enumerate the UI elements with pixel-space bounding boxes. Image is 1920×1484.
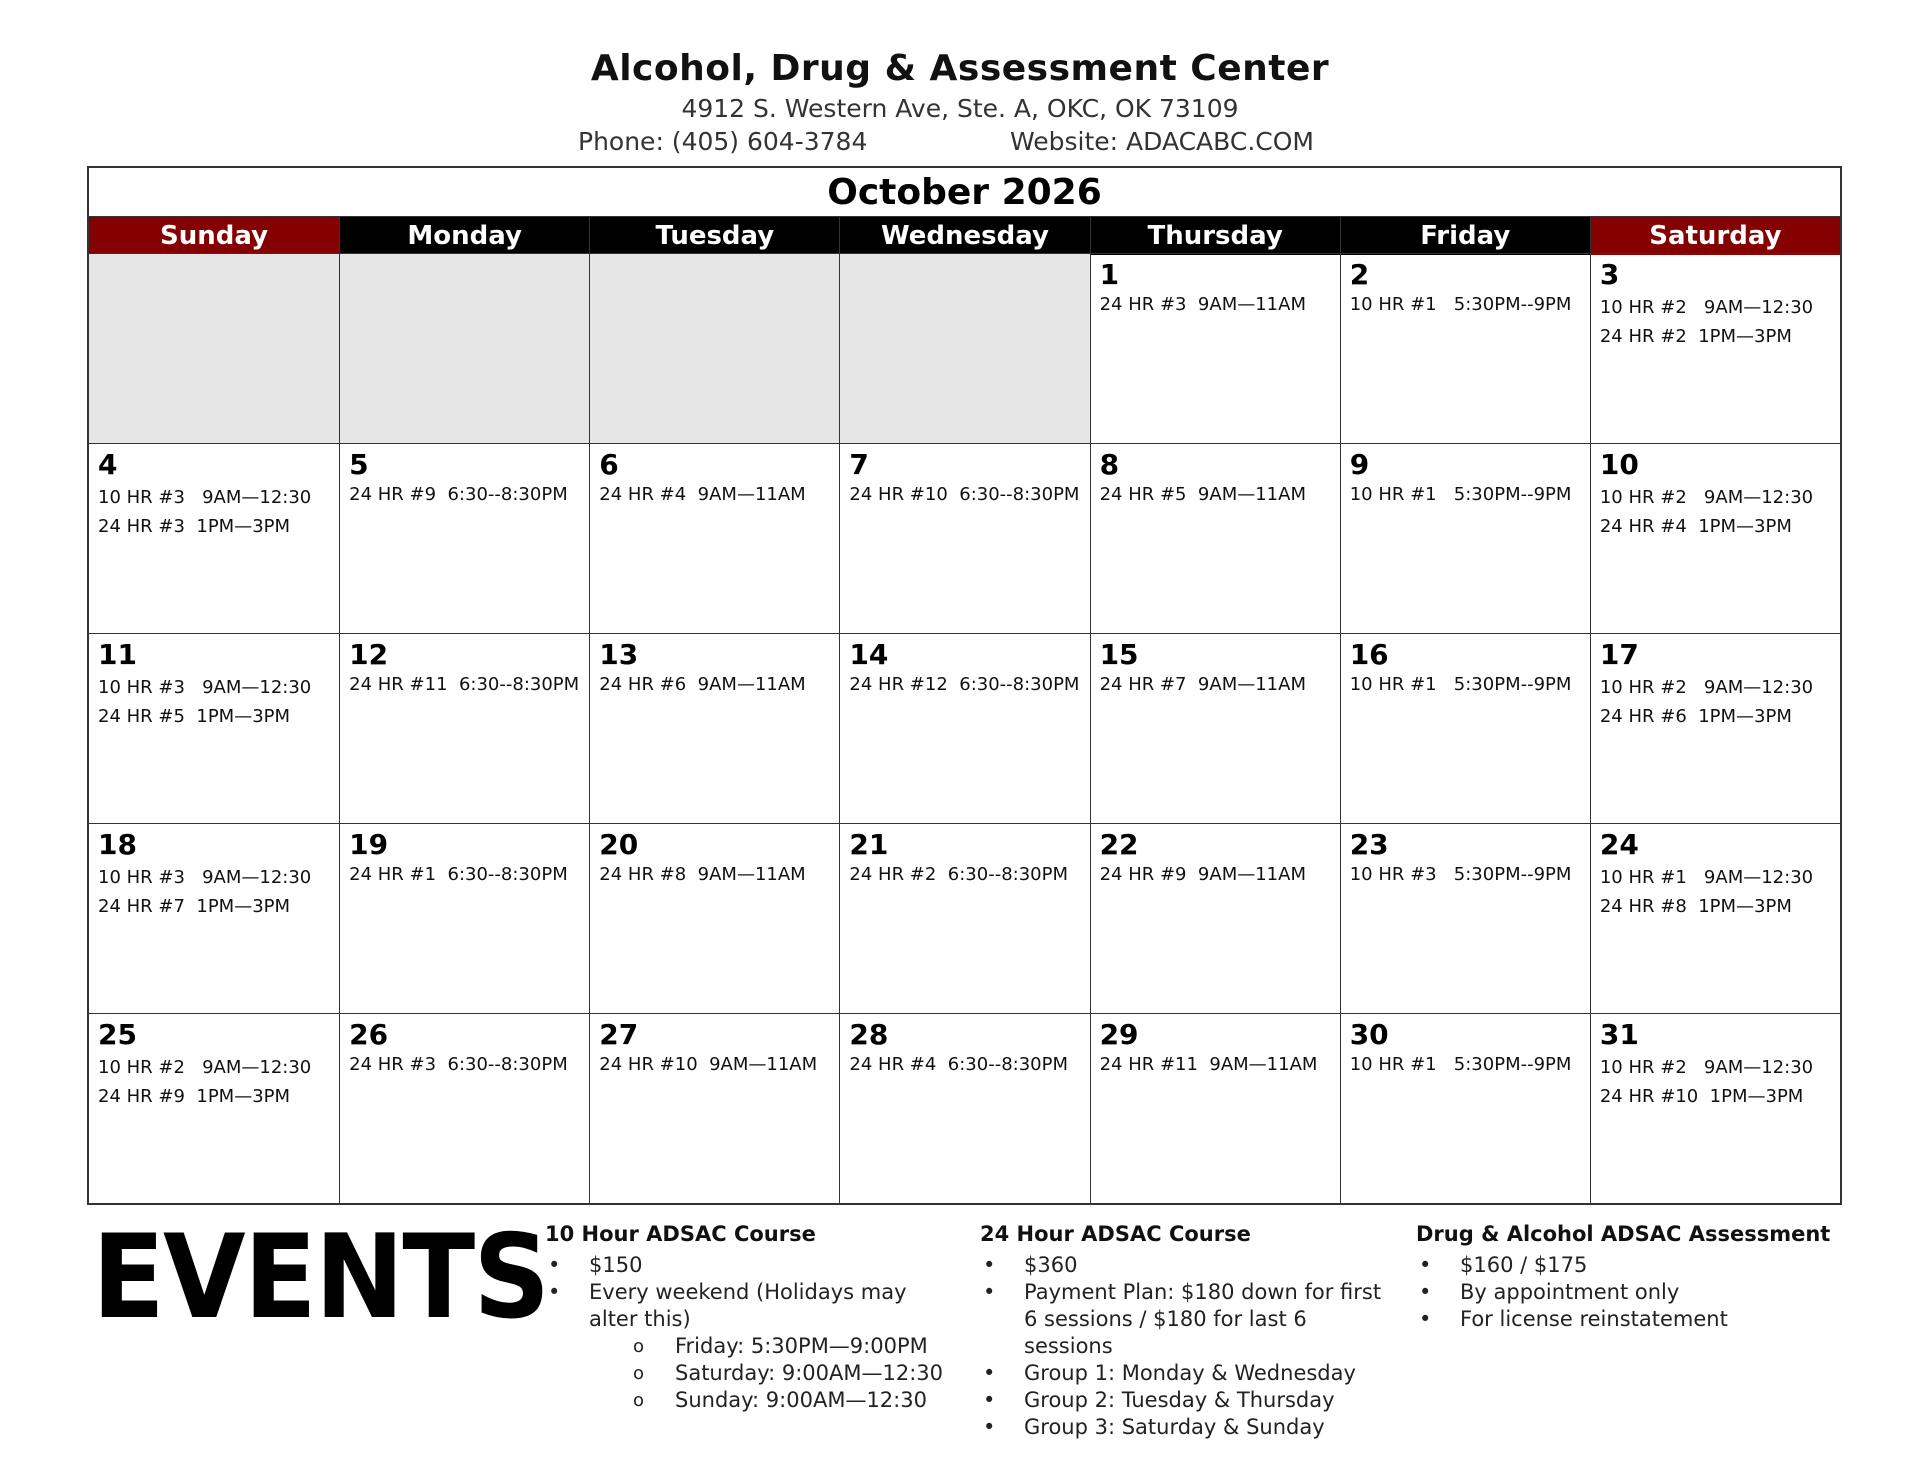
day-number: 6 bbox=[599, 448, 619, 481]
day-cell bbox=[1090, 823, 1340, 1013]
day-number: 17 bbox=[1599, 638, 1639, 671]
day-cell bbox=[339, 443, 589, 633]
day-number: 23 bbox=[1349, 828, 1389, 861]
day-number: 2 bbox=[1349, 258, 1370, 291]
day-number: 7 bbox=[849, 448, 869, 481]
day-number: 15 bbox=[1099, 638, 1139, 671]
event-item: • Group 2: Tuesday & Thursday bbox=[980, 1387, 1400, 1414]
class-session: 24 HR #1 6:30--8:30PM bbox=[349, 864, 568, 885]
day-cell bbox=[1340, 1013, 1590, 1203]
day-number: 18 bbox=[98, 828, 137, 861]
calendar-title: October 2026 bbox=[89, 168, 1840, 217]
class-session: 24 HR #7 1PM—3PM bbox=[98, 896, 291, 917]
class-session: 10 HR #3 9AM—12:30 bbox=[98, 487, 312, 508]
day-cell bbox=[89, 443, 339, 633]
day-cell bbox=[839, 443, 1089, 633]
class-session: 10 HR #2 9AM—12:30 bbox=[1599, 487, 1814, 508]
empty-day-cell bbox=[839, 253, 1089, 443]
day-cell bbox=[589, 1013, 839, 1203]
class-session: 24 HR #8 1PM—3PM bbox=[1599, 896, 1792, 917]
day-cell bbox=[1090, 633, 1340, 823]
class-session: 24 HR #11 9AM—11AM bbox=[1099, 1054, 1318, 1075]
weekday-friday: Friday bbox=[1340, 217, 1590, 255]
empty-day-cell bbox=[339, 253, 589, 443]
day-cell bbox=[1340, 633, 1590, 823]
event-section-assessment bbox=[1416, 1222, 1836, 1333]
day-number: 27 bbox=[599, 1018, 639, 1051]
class-session: 10 HR #1 5:30PM--9PM bbox=[1349, 674, 1572, 695]
day-number: 10 bbox=[1599, 448, 1639, 481]
day-cell bbox=[1340, 443, 1590, 633]
weekday-thursday: Thursday bbox=[1090, 217, 1340, 255]
day-number: 4 bbox=[98, 448, 118, 481]
day-cell bbox=[1340, 823, 1590, 1013]
day-number: 9 bbox=[1349, 448, 1370, 481]
day-number: 21 bbox=[849, 828, 889, 861]
event-section-title: 24 Hour ADSAC Course bbox=[980, 1222, 1251, 1246]
day-number: 5 bbox=[349, 448, 369, 481]
class-session: 24 HR #9 9AM—11AM bbox=[1099, 864, 1306, 885]
class-session: 24 HR #11 6:30--8:30PM bbox=[349, 674, 580, 695]
day-cell bbox=[89, 633, 339, 823]
event-item: • Group 3: Saturday & Sunday bbox=[980, 1414, 1400, 1441]
day-number: 26 bbox=[349, 1018, 389, 1051]
class-session: 24 HR #9 6:30--8:30PM bbox=[349, 484, 568, 505]
event-item: • $150 bbox=[545, 1252, 945, 1279]
event-detail-list bbox=[1416, 1252, 1836, 1333]
day-number: 14 bbox=[849, 638, 889, 671]
weekday-monday: Monday bbox=[339, 217, 589, 255]
weekday-header-row bbox=[89, 217, 1840, 253]
class-session: 24 HR #2 6:30--8:30PM bbox=[849, 864, 1069, 885]
class-session: 10 HR #3 9AM—12:30 bbox=[98, 677, 312, 698]
class-session: 24 HR #2 1PM—3PM bbox=[1599, 326, 1792, 347]
weekday-tuesday: Tuesday bbox=[589, 217, 839, 255]
class-session: 24 HR #7 9AM—11AM bbox=[1099, 674, 1306, 695]
day-number: 1 bbox=[1099, 258, 1120, 291]
class-session: 24 HR #5 1PM—3PM bbox=[98, 706, 291, 727]
day-cell bbox=[89, 1013, 339, 1203]
class-session: 24 HR #8 9AM—11AM bbox=[599, 864, 806, 885]
day-cell bbox=[839, 823, 1089, 1013]
class-session: 10 HR #2 9AM—12:30 bbox=[98, 1057, 312, 1078]
month-calendar bbox=[87, 166, 1842, 1205]
class-session: 24 HR #4 6:30--8:30PM bbox=[849, 1054, 1069, 1075]
day-cell bbox=[339, 1013, 589, 1203]
class-session: 24 HR #6 1PM—3PM bbox=[1599, 706, 1792, 727]
day-number: 13 bbox=[599, 638, 639, 671]
day-cell bbox=[839, 633, 1089, 823]
day-number: 19 bbox=[349, 828, 389, 861]
day-number: 8 bbox=[1099, 448, 1120, 481]
class-session: 24 HR #4 9AM—11AM bbox=[599, 484, 806, 505]
day-cell bbox=[89, 823, 339, 1013]
class-session: 10 HR #1 5:30PM--9PM bbox=[1349, 294, 1572, 315]
day-cell bbox=[1340, 253, 1590, 443]
class-session: 10 HR #1 5:30PM--9PM bbox=[1349, 1054, 1572, 1075]
event-item: • $160 / $175 bbox=[1416, 1252, 1836, 1279]
org-phone: Phone: (405) 604-3784 bbox=[578, 127, 868, 156]
day-cell bbox=[1590, 443, 1840, 633]
class-session: 10 HR #1 5:30PM--9PM bbox=[1349, 484, 1572, 505]
day-number: 30 bbox=[1349, 1018, 1389, 1051]
event-detail-list bbox=[545, 1252, 945, 1414]
event-sub-item: o Saturday: 9:00AM—12:30 bbox=[545, 1360, 945, 1387]
day-number: 25 bbox=[98, 1018, 137, 1051]
calendar-grid bbox=[89, 253, 1840, 1203]
org-website: Website: ADACABC.COM bbox=[1010, 127, 1314, 156]
class-session: 24 HR #4 1PM—3PM bbox=[1599, 516, 1792, 537]
day-cell bbox=[1590, 633, 1840, 823]
event-sub-item: o Sunday: 9:00AM—12:30 bbox=[545, 1387, 945, 1414]
day-number: 3 bbox=[1599, 258, 1620, 291]
day-number: 12 bbox=[349, 638, 389, 671]
day-number: 22 bbox=[1099, 828, 1139, 861]
class-session: 24 HR #12 6:30--8:30PM bbox=[849, 674, 1080, 695]
org-contact bbox=[578, 127, 1348, 156]
day-number: 29 bbox=[1099, 1018, 1139, 1051]
day-number: 28 bbox=[849, 1018, 889, 1051]
event-section-10hr bbox=[545, 1222, 945, 1414]
class-session: 24 HR #10 6:30--8:30PM bbox=[849, 484, 1080, 505]
class-session: 24 HR #10 9AM—11AM bbox=[599, 1054, 818, 1075]
event-item: • Group 1: Monday & Wednesday bbox=[980, 1360, 1400, 1387]
day-cell bbox=[1590, 823, 1840, 1013]
class-session: 24 HR #3 1PM—3PM bbox=[98, 516, 291, 537]
org-address: 4912 S. Western Ave, Ste. A, OKC, OK 73109 bbox=[681, 94, 1239, 123]
day-cell bbox=[589, 633, 839, 823]
day-cell bbox=[589, 443, 839, 633]
day-cell bbox=[1090, 253, 1340, 443]
day-cell bbox=[589, 823, 839, 1013]
class-session: 10 HR #2 9AM—12:30 bbox=[1599, 1057, 1814, 1078]
day-number: 11 bbox=[98, 638, 137, 671]
day-number: 31 bbox=[1599, 1018, 1639, 1051]
day-number: 24 bbox=[1599, 828, 1639, 861]
event-item: • $360 bbox=[980, 1252, 1400, 1279]
weekday-saturday: Saturday bbox=[1590, 217, 1840, 255]
class-session: 24 HR #6 9AM—11AM bbox=[599, 674, 806, 695]
class-session: 24 HR #10 1PM—3PM bbox=[1599, 1086, 1804, 1107]
class-session: 24 HR #9 1PM—3PM bbox=[98, 1086, 291, 1107]
event-section-24hr bbox=[980, 1222, 1400, 1441]
empty-day-cell bbox=[89, 253, 339, 443]
event-item: • For license reinstatement bbox=[1416, 1306, 1836, 1333]
event-section-title: 10 Hour ADSAC Course bbox=[545, 1222, 816, 1246]
day-cell bbox=[839, 1013, 1089, 1203]
event-item: • Every weekend (Holidays may alter this) bbox=[545, 1279, 945, 1333]
day-cell bbox=[1590, 253, 1840, 443]
class-session: 24 HR #5 9AM—11AM bbox=[1099, 484, 1306, 505]
weekday-sunday: Sunday bbox=[89, 217, 339, 255]
class-session: 10 HR #1 9AM—12:30 bbox=[1599, 867, 1814, 888]
event-item: • Payment Plan: $180 down for first 6 sessions / $180 for last 6 sessions bbox=[980, 1279, 1400, 1360]
class-session: 10 HR #3 5:30PM--9PM bbox=[1349, 864, 1572, 885]
event-item: • By appointment only bbox=[1416, 1279, 1836, 1306]
event-sub-item: o Friday: 5:30PM—9:00PM bbox=[545, 1333, 945, 1360]
day-cell bbox=[339, 633, 589, 823]
class-session: 10 HR #2 9AM—12:30 bbox=[1599, 297, 1814, 318]
weekday-wednesday: Wednesday bbox=[839, 217, 1089, 255]
day-number: 20 bbox=[599, 828, 639, 861]
event-detail-list bbox=[980, 1252, 1400, 1441]
class-session: 10 HR #3 9AM—12:30 bbox=[98, 867, 312, 888]
event-section-title: Drug & Alcohol ADSAC Assessment bbox=[1416, 1222, 1831, 1246]
org-name: Alcohol, Drug & Assessment Center bbox=[590, 48, 1330, 89]
class-session: 24 HR #3 6:30--8:30PM bbox=[349, 1054, 568, 1075]
day-cell bbox=[339, 823, 589, 1013]
class-session: 24 HR #3 9AM—11AM bbox=[1099, 294, 1306, 315]
day-cell bbox=[1090, 1013, 1340, 1203]
day-number: 16 bbox=[1349, 638, 1389, 671]
class-session: 10 HR #2 9AM—12:30 bbox=[1599, 677, 1814, 698]
events-heading: EVENTS bbox=[92, 1210, 549, 1345]
day-cell bbox=[1090, 443, 1340, 633]
empty-day-cell bbox=[589, 253, 839, 443]
day-cell bbox=[1590, 1013, 1840, 1203]
